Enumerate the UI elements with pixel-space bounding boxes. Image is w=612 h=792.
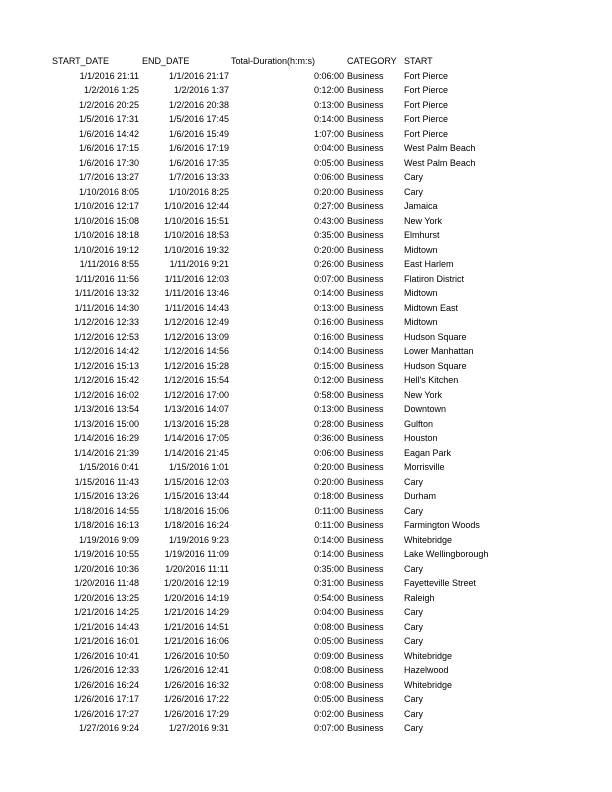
- cell-total-duration: 0:14:00: [313, 534, 344, 545]
- cell-start: Fort Pierce: [404, 99, 449, 110]
- cell-total-duration: 0:05:00: [313, 636, 344, 646]
- cell-start-date: 1/18/2016 16:13: [73, 520, 139, 530]
- cell-start: Farmington Woods: [404, 520, 480, 530]
- cell-start: Cary: [404, 172, 424, 182]
- cell-start: East Harlem: [404, 259, 454, 269]
- cell-start: New York: [404, 215, 443, 226]
- cell-category: Business: [347, 201, 384, 211]
- cell-total-duration: 0:12:00: [313, 85, 344, 95]
- cell-start: Eagan Park: [404, 447, 452, 458]
- cell-category: Business: [347, 578, 384, 588]
- cell-start: Midtown: [404, 244, 438, 255]
- table-row: [0, 330, 612, 345]
- cell-category: Business: [347, 708, 384, 719]
- cell-start-date: 1/12/2016 15:42: [73, 375, 139, 385]
- cell-start-date: 1/26/2016 16:24: [73, 679, 139, 690]
- cell-end-date: 1/12/2016 15:28: [163, 360, 229, 371]
- table-row: [0, 272, 612, 287]
- table-row: [0, 533, 612, 548]
- cell-end-date: 1/10/2016 12:44: [163, 201, 229, 211]
- table-row: [0, 228, 612, 243]
- table-body: [0, 69, 612, 736]
- cell-start-date: 1/15/2016 13:26: [73, 491, 139, 501]
- cell-start-date: 1/26/2016 12:33: [73, 665, 139, 675]
- cell-category: Business: [347, 694, 384, 704]
- cell-start: Downtown: [404, 404, 447, 414]
- cell-total-duration: 0:11:00: [314, 505, 344, 516]
- cell-total-duration: 0:31:00: [313, 578, 344, 588]
- cell-total-duration: 0:04:00: [313, 607, 344, 617]
- cell-end-date: 1/6/2016 17:19: [168, 143, 229, 153]
- cell-category: Business: [347, 288, 384, 298]
- cell-start-date: 1/13/2016 15:00: [73, 418, 139, 429]
- cell-start: Hazelwood: [404, 665, 449, 675]
- cell-start: Houston: [404, 433, 438, 443]
- cell-total-duration: 0:43:00: [313, 215, 344, 226]
- cell-total-duration: 0:06:00: [313, 172, 344, 182]
- cell-end-date: 1/12/2016 17:00: [163, 389, 229, 400]
- cell-end-date: 1/15/2016 1:01: [168, 462, 229, 472]
- table-row: [0, 402, 612, 417]
- cell-total-duration: 0:20:00: [313, 186, 344, 197]
- cell-total-duration: 0:14:00: [313, 346, 344, 356]
- cell-start: Raleigh: [404, 592, 435, 603]
- table-row: [0, 301, 612, 316]
- table-row: [0, 69, 612, 84]
- cell-end-date: 1/20/2016 12:19: [163, 578, 229, 588]
- cell-start-date: 1/27/2016 9:24: [78, 723, 139, 733]
- cell-total-duration: 0:08:00: [313, 621, 344, 632]
- cell-start-date: 1/12/2016 16:02: [73, 389, 139, 400]
- cell-total-duration: 0:27:00: [313, 201, 344, 211]
- cell-start: Fort Pierce: [404, 70, 449, 81]
- cell-total-duration: 0:02:00: [313, 708, 344, 719]
- cell-end-date: 1/11/2016 9:21: [169, 259, 229, 269]
- cell-end-date: 1/26/2016 17:22: [163, 694, 229, 704]
- cell-category: Business: [347, 172, 384, 182]
- cell-category: Business: [347, 636, 384, 646]
- cell-category: Business: [347, 665, 384, 675]
- cell-start: Durham: [404, 491, 437, 501]
- table-row: [0, 156, 612, 171]
- cell-category: Business: [347, 476, 384, 487]
- cell-end-date: 1/20/2016 14:19: [163, 592, 229, 603]
- cell-end-date: 1/26/2016 16:32: [163, 679, 229, 690]
- cell-start-date: 1/21/2016 14:25: [73, 607, 139, 617]
- cell-end-date: 1/13/2016 15:28: [163, 418, 229, 429]
- cell-end-date: 1/27/2016 9:31: [168, 723, 229, 733]
- table-row: [0, 591, 612, 606]
- cell-total-duration: 0:58:00: [313, 389, 344, 400]
- cell-end-date: 1/20/2016 11:11: [165, 563, 229, 574]
- cell-start: Hudson Square: [404, 331, 467, 342]
- cell-end-date: 1/10/2016 15:51: [163, 215, 229, 226]
- table-row: [0, 707, 612, 722]
- cell-start-date: 1/12/2016 12:53: [73, 331, 139, 342]
- cell-total-duration: 0:08:00: [313, 665, 344, 675]
- table-row: [0, 127, 612, 142]
- cell-start-date: 1/11/2016 8:55: [79, 259, 139, 269]
- cell-end-date: 1/6/2016 17:35: [168, 157, 229, 168]
- cell-category: Business: [347, 650, 384, 661]
- cell-total-duration: 0:07:00: [313, 723, 344, 733]
- table-row: [0, 663, 612, 678]
- cell-start-date: 1/19/2016 10:55: [73, 549, 139, 559]
- cell-category: Business: [347, 563, 384, 574]
- header-total-duration: Total-Duration(h:m:s): [231, 56, 316, 66]
- cell-category: Business: [347, 85, 384, 95]
- cell-category: Business: [347, 549, 384, 559]
- cell-start: Gulfton: [404, 418, 434, 429]
- table-row: [0, 721, 612, 736]
- cell-category: Business: [347, 331, 384, 342]
- cell-start-date: 1/10/2016 12:17: [73, 201, 139, 211]
- cell-start-date: 1/2/2016 20:25: [78, 99, 139, 110]
- table-row: [0, 286, 612, 301]
- cell-end-date: 1/12/2016 15:54: [163, 375, 229, 385]
- cell-start-date: 1/2/2016 1:25: [83, 85, 139, 95]
- table-row: [0, 185, 612, 200]
- cell-total-duration: 0:16:00: [313, 331, 344, 342]
- cell-start-date: 1/21/2016 16:01: [73, 636, 139, 646]
- cell-start-date: 1/26/2016 10:41: [73, 650, 139, 661]
- cell-category: Business: [347, 360, 384, 371]
- cell-start: Cary: [404, 621, 424, 632]
- cell-start-date: 1/15/2016 11:43: [74, 476, 139, 487]
- cell-start-date: 1/6/2016 17:15: [78, 143, 139, 153]
- header-category: CATEGORY: [347, 56, 397, 66]
- header-row: [0, 54, 612, 69]
- table-row: [0, 170, 612, 185]
- cell-start: Cary: [404, 636, 424, 646]
- cell-start-date: 1/5/2016 17:31: [78, 114, 139, 124]
- cell-category: Business: [347, 157, 384, 168]
- cell-total-duration: 0:06:00: [313, 447, 344, 458]
- cell-start: Cary: [404, 708, 424, 719]
- cell-total-duration: 0:20:00: [313, 476, 344, 487]
- table-row: [0, 83, 612, 98]
- cell-start: Morrisville: [404, 462, 445, 472]
- cell-total-duration: 0:36:00: [313, 433, 344, 443]
- cell-end-date: 1/12/2016 13:09: [163, 331, 229, 342]
- cell-end-date: 1/12/2016 12:49: [163, 317, 229, 327]
- cell-total-duration: 0:13:00: [313, 99, 344, 110]
- cell-total-duration: 0:13:00: [313, 302, 344, 313]
- cell-end-date: 1/11/2016 14:43: [164, 302, 229, 313]
- cell-end-date: 1/6/2016 15:49: [168, 128, 229, 139]
- cell-start: West Palm Beach: [404, 143, 476, 153]
- cell-start-date: 1/10/2016 19:12: [73, 244, 139, 255]
- cell-start-date: 1/10/2016 18:18: [73, 230, 139, 240]
- table-row: [0, 315, 612, 330]
- table-row: [0, 359, 612, 374]
- cell-end-date: 1/21/2016 14:29: [163, 607, 229, 617]
- cell-start-date: 1/12/2016 12:33: [73, 317, 139, 327]
- cell-start-date: 1/19/2016 9:09: [78, 534, 139, 545]
- cell-start-date: 1/26/2016 17:17: [73, 694, 139, 704]
- cell-end-date: 1/7/2016 13:33: [168, 172, 229, 182]
- cell-end-date: 1/2/2016 20:38: [168, 99, 229, 110]
- cell-start: Jamaica: [404, 201, 438, 211]
- cell-start: Whitebridge: [404, 650, 453, 661]
- cell-category: Business: [347, 447, 384, 458]
- table-row: [0, 388, 612, 403]
- table-row: [0, 431, 612, 446]
- cell-category: Business: [347, 114, 384, 124]
- cell-start-date: 1/7/2016 13:27: [78, 172, 139, 182]
- cell-category: Business: [347, 404, 384, 414]
- header-end-date: END_DATE: [142, 56, 190, 66]
- cell-start: Whitebridge: [404, 679, 453, 690]
- cell-total-duration: 0:12:00: [313, 375, 344, 385]
- cell-start-date: 1/11/2016 13:32: [74, 288, 139, 298]
- cell-category: Business: [347, 607, 384, 617]
- cell-end-date: 1/14/2016 17:05: [163, 433, 229, 443]
- cell-total-duration: 0:14:00: [313, 114, 344, 124]
- cell-end-date: 1/26/2016 10:50: [163, 650, 229, 661]
- table-row: [0, 547, 612, 562]
- trip-log-sheet: [0, 54, 612, 736]
- cell-category: Business: [347, 99, 384, 110]
- cell-total-duration: 0:18:00: [313, 491, 344, 501]
- cell-start: West Palm Beach: [404, 157, 476, 168]
- cell-start: Midtown East: [404, 302, 459, 313]
- table-row: [0, 634, 612, 649]
- table-row: [0, 692, 612, 707]
- cell-category: Business: [347, 317, 384, 327]
- cell-total-duration: 0:28:00: [313, 418, 344, 429]
- cell-category: Business: [347, 273, 384, 284]
- cell-start: Midtown: [404, 288, 438, 298]
- cell-end-date: 1/15/2016 13:44: [163, 491, 229, 501]
- cell-start-date: 1/13/2016 13:54: [73, 404, 139, 414]
- table-row: [0, 460, 612, 475]
- cell-start-date: 1/1/2016 21:11: [79, 70, 139, 81]
- cell-start: Cary: [404, 186, 424, 197]
- cell-end-date: 1/12/2016 14:56: [163, 346, 229, 356]
- cell-total-duration: 0:11:00: [314, 520, 344, 530]
- cell-start: Fort Pierce: [404, 128, 449, 139]
- cell-category: Business: [347, 389, 384, 400]
- cell-start-date: 1/26/2016 17:27: [73, 708, 139, 719]
- cell-end-date: 1/10/2016 8:25: [168, 186, 229, 197]
- cell-start-date: 1/21/2016 14:43: [73, 621, 139, 632]
- cell-total-duration: 0:13:00: [313, 404, 344, 414]
- cell-category: Business: [347, 433, 384, 443]
- cell-start: Cary: [404, 505, 424, 516]
- header-start-date: START_DATE: [52, 56, 110, 66]
- cell-start: Lake Wellingborough: [404, 549, 489, 559]
- cell-category: Business: [347, 215, 384, 226]
- cell-total-duration: 1:07:00: [313, 128, 344, 139]
- cell-start-date: 1/6/2016 17:30: [78, 157, 139, 168]
- cell-end-date: 1/18/2016 16:24: [163, 520, 229, 530]
- cell-end-date: 1/2/2016 1:37: [173, 85, 229, 95]
- cell-start: Cary: [404, 476, 424, 487]
- cell-end-date: 1/19/2016 11:09: [164, 549, 229, 559]
- cell-start: New York: [404, 389, 443, 400]
- table-row: [0, 344, 612, 359]
- cell-total-duration: 0:14:00: [313, 288, 344, 298]
- cell-start-date: 1/20/2016 10:36: [73, 563, 139, 574]
- cell-start: Flatiron District: [404, 273, 465, 284]
- cell-end-date: 1/11/2016 13:46: [164, 288, 229, 298]
- cell-total-duration: 0:35:00: [313, 563, 344, 574]
- cell-category: Business: [347, 143, 384, 153]
- cell-total-duration: 0:26:00: [313, 259, 344, 269]
- table-row: [0, 504, 612, 519]
- cell-category: Business: [347, 592, 384, 603]
- cell-category: Business: [347, 723, 384, 733]
- cell-start: Cary: [404, 563, 424, 574]
- cell-start-date: 1/11/2016 14:30: [74, 302, 139, 313]
- cell-start-date: 1/12/2016 14:42: [73, 346, 139, 356]
- cell-total-duration: 0:09:00: [313, 650, 344, 661]
- cell-start-date: 1/15/2016 0:41: [78, 462, 139, 472]
- cell-total-duration: 0:08:00: [313, 679, 344, 690]
- cell-end-date: 1/14/2016 21:45: [163, 447, 229, 458]
- cell-start: Fort Pierce: [404, 114, 449, 124]
- cell-category: Business: [347, 462, 384, 472]
- table-row: [0, 214, 612, 229]
- cell-total-duration: 0:14:00: [313, 549, 344, 559]
- table-row: [0, 678, 612, 693]
- cell-start: Lower Manhattan: [404, 346, 474, 356]
- table-row: [0, 141, 612, 156]
- cell-start-date: 1/20/2016 13:25: [73, 592, 139, 603]
- table-row: [0, 649, 612, 664]
- cell-category: Business: [347, 230, 384, 240]
- cell-category: Business: [347, 259, 384, 269]
- cell-total-duration: 0:20:00: [313, 244, 344, 255]
- cell-start-date: 1/18/2016 14:55: [73, 505, 139, 516]
- cell-category: Business: [347, 621, 384, 632]
- cell-category: Business: [347, 244, 384, 255]
- table-row: [0, 518, 612, 533]
- table-row: [0, 489, 612, 504]
- cell-total-duration: 0:35:00: [313, 230, 344, 240]
- header-start: START: [404, 56, 433, 66]
- cell-end-date: 1/10/2016 19:32: [163, 244, 229, 255]
- cell-end-date: 1/13/2016 14:07: [163, 404, 229, 414]
- cell-total-duration: 0:06:00: [313, 70, 344, 81]
- cell-total-duration: 0:16:00: [313, 317, 344, 327]
- cell-start-date: 1/12/2016 15:13: [73, 360, 139, 371]
- cell-start: Cary: [404, 607, 424, 617]
- cell-category: Business: [347, 346, 384, 356]
- cell-start: Cary: [404, 694, 424, 704]
- cell-start-date: 1/6/2016 14:42: [78, 128, 139, 139]
- cell-total-duration: 0:54:00: [313, 592, 344, 603]
- cell-end-date: 1/11/2016 12:03: [164, 273, 229, 284]
- cell-total-duration: 0:07:00: [313, 273, 344, 284]
- cell-start: Cary: [404, 723, 424, 733]
- cell-start-date: 1/14/2016 16:29: [73, 433, 139, 443]
- cell-end-date: 1/26/2016 12:41: [163, 665, 229, 675]
- cell-category: Business: [347, 520, 384, 530]
- table-row: [0, 112, 612, 127]
- table-row: [0, 605, 612, 620]
- cell-end-date: 1/19/2016 9:23: [168, 534, 229, 545]
- cell-total-duration: 0:04:00: [313, 143, 344, 153]
- cell-end-date: 1/26/2016 17:29: [163, 708, 229, 719]
- table-row: [0, 446, 612, 461]
- table-row: [0, 417, 612, 432]
- cell-end-date: 1/10/2016 18:53: [163, 230, 229, 240]
- cell-category: Business: [347, 375, 384, 385]
- cell-end-date: 1/21/2016 16:06: [163, 636, 229, 646]
- cell-end-date: 1/1/2016 21:17: [168, 70, 229, 81]
- cell-total-duration: 0:05:00: [313, 694, 344, 704]
- table-row: [0, 98, 612, 113]
- cell-end-date: 1/15/2016 12:03: [163, 476, 229, 487]
- cell-category: Business: [347, 418, 384, 429]
- cell-total-duration: 0:15:00: [313, 360, 344, 371]
- cell-end-date: 1/18/2016 15:06: [163, 505, 229, 516]
- table-row: [0, 475, 612, 490]
- cell-start: Fort Pierce: [404, 85, 449, 95]
- cell-end-date: 1/21/2016 14:51: [163, 621, 229, 632]
- table-row: [0, 373, 612, 388]
- cell-start: Hudson Square: [404, 360, 467, 371]
- table-row: [0, 257, 612, 272]
- cell-category: Business: [347, 505, 384, 516]
- cell-category: Business: [347, 679, 384, 690]
- table-row: [0, 620, 612, 635]
- cell-end-date: 1/5/2016 17:45: [168, 114, 229, 124]
- cell-total-duration: 0:20:00: [313, 462, 344, 472]
- cell-start: Midtown: [404, 317, 438, 327]
- cell-category: Business: [347, 302, 384, 313]
- cell-start-date: 1/10/2016 15:08: [73, 215, 139, 226]
- cell-category: Business: [347, 70, 384, 81]
- cell-start-date: 1/10/2016 8:05: [78, 186, 139, 197]
- cell-category: Business: [347, 534, 384, 545]
- cell-start: Elmhurst: [404, 230, 440, 240]
- cell-category: Business: [347, 128, 384, 139]
- cell-start-date: 1/20/2016 11:48: [74, 578, 139, 588]
- table-row: [0, 243, 612, 258]
- table-row: [0, 562, 612, 577]
- table-row: [0, 576, 612, 591]
- cell-start-date: 1/14/2016 21:39: [73, 447, 139, 458]
- cell-total-duration: 0:05:00: [313, 157, 344, 168]
- cell-start: Whitebridge: [404, 534, 453, 545]
- cell-start-date: 1/11/2016 11:56: [75, 273, 139, 284]
- cell-category: Business: [347, 491, 384, 501]
- table-row: [0, 199, 612, 214]
- cell-start: Hell's Kitchen: [404, 375, 459, 385]
- cell-start: Fayetteville Street: [404, 578, 477, 588]
- cell-category: Business: [347, 186, 384, 197]
